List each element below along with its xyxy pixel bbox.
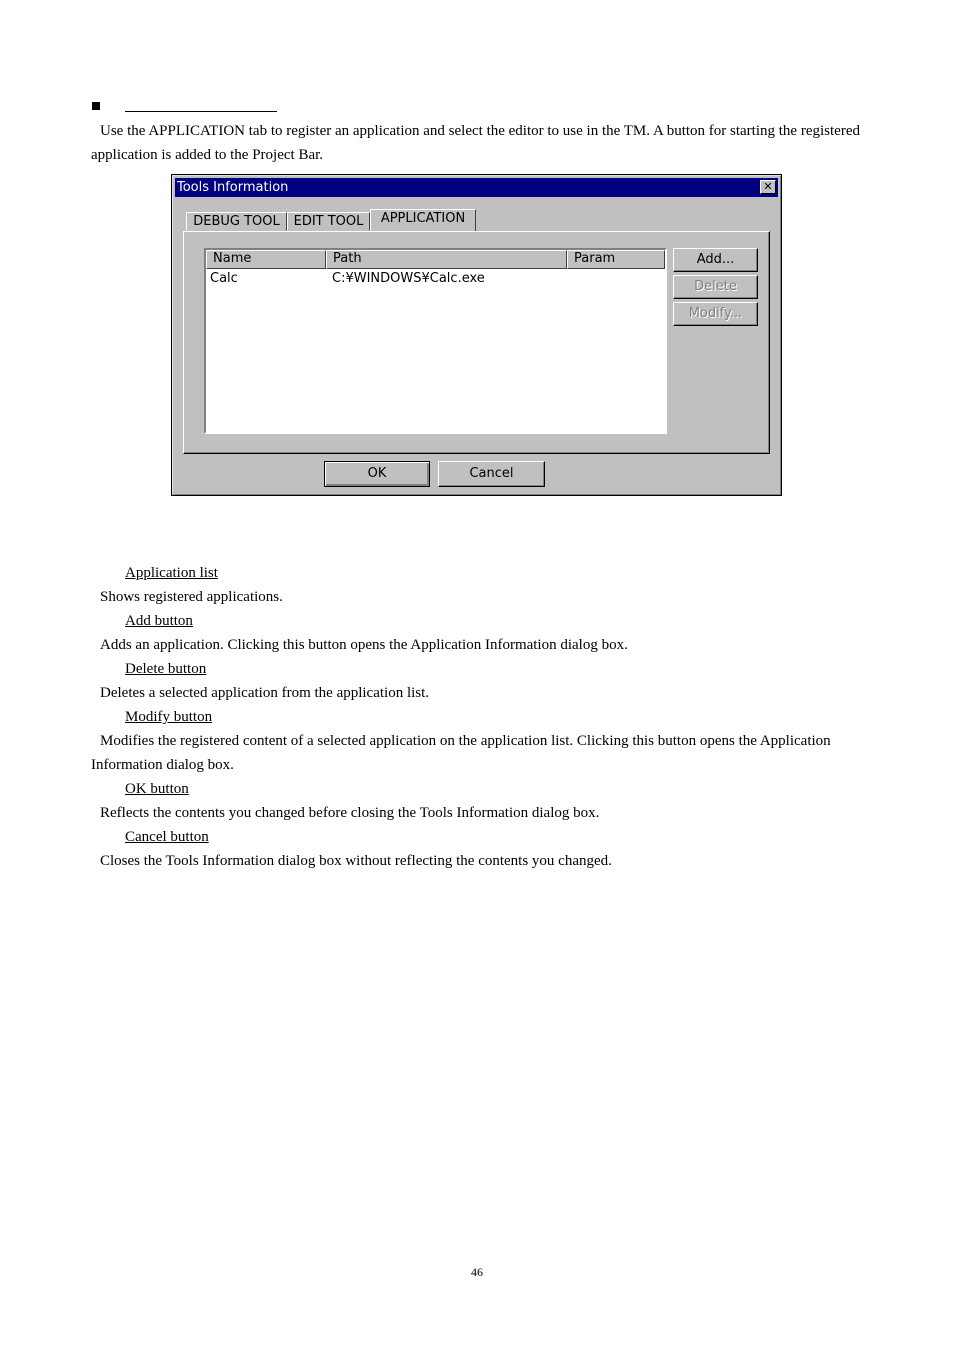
tab-application[interactable]: APPLICATION (370, 209, 476, 231)
modify-button[interactable]: Modify... (673, 302, 758, 326)
desc-delete-button: Deletes a selected application from the application list. (100, 685, 430, 701)
desc-cancel-button: Closes the Tools Information dialog box without reflecting the contents you changed. (100, 853, 612, 869)
tools-information-dialog (171, 174, 782, 496)
page-number: 46 (471, 1265, 483, 1279)
desc-ok-button: Reflects the contents you changed before closing the Tools Information dialog box. (100, 805, 600, 821)
desc-modify-button: Modifies the registered content of a selected application on the application list. Clicking this button opens the Application Information dialog box. (91, 733, 831, 773)
delete-button[interactable]: Delete (673, 275, 758, 299)
term-delete-button: Delete button (125, 661, 207, 677)
close-button[interactable] (760, 180, 776, 194)
close-icon: ✕ (763, 180, 773, 193)
dialog-titlebar (175, 178, 778, 197)
add-button[interactable]: Add... (673, 248, 758, 272)
column-header-path[interactable]: Path (326, 250, 567, 269)
tab-debug-tool[interactable]: DEBUG TOOL (186, 212, 287, 231)
cancel-button[interactable]: Cancel (438, 461, 545, 487)
column-header-param[interactable]: Param (567, 250, 665, 269)
ok-button[interactable]: OK (324, 461, 430, 487)
term-add-button: Add button (125, 613, 193, 629)
dialog-title: Tools Information (177, 180, 289, 195)
column-header-name[interactable]: Name (206, 250, 326, 269)
term-application-list: Application list (125, 565, 218, 581)
square-bullet-icon (92, 102, 100, 110)
term-modify-button: Modify button (125, 709, 213, 725)
list-item-name: Calc (210, 271, 238, 286)
term-cancel-button: Cancel button (125, 829, 209, 845)
term-ok-button: OK button (125, 781, 189, 797)
section-heading (125, 111, 277, 112)
application-list[interactable] (204, 248, 667, 434)
intro-paragraph: Use the APPLICATION tab to register an application and select the editor to use in the TM. A button for starting the registered application is added to the Project Bar. (91, 123, 860, 163)
tab-edit-tool[interactable]: EDIT TOOL (287, 212, 370, 231)
desc-add-button: Adds an application. Clicking this button opens the Application Information dialog box. (100, 637, 628, 653)
desc-application-list: Shows registered applications. (100, 589, 283, 605)
application-tab-panel (183, 231, 770, 454)
list-item-path: C:¥WINDOWS¥Calc.exe (332, 271, 485, 286)
